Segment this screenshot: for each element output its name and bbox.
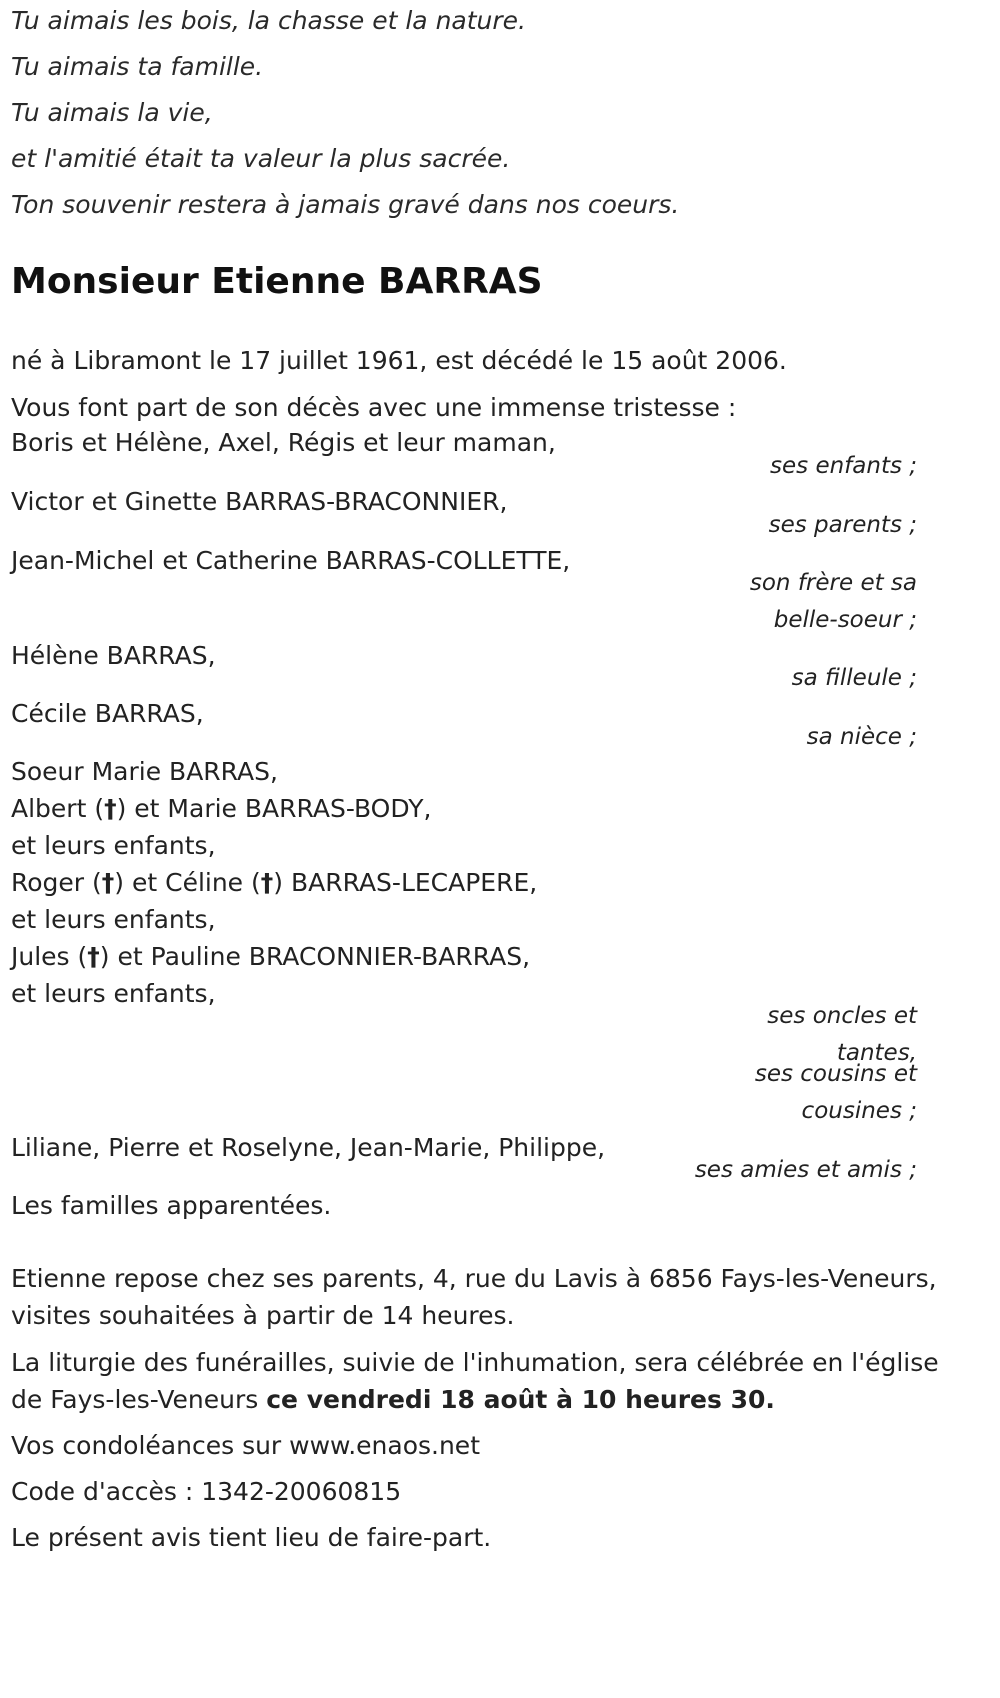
relation-uncles-1: ses oncles et [767, 1003, 917, 1029]
liturgy-line-2: de Fays-les-Veneurs ce vendredi 18 août à 10 heures 30. [11, 1385, 775, 1414]
funeral-date: ce vendredi 18 août à 10 heures 30. [266, 1385, 775, 1414]
family-children: Boris et Hélène, Axel, Régis et leur maman, [11, 428, 556, 457]
cross-icon: † [101, 868, 115, 897]
poem-line-5: Ton souvenir restera à jamais gravé dans nos coeurs. [11, 190, 680, 219]
family-uncle-line-2: Albert (†) et Marie BARRAS-BODY, [11, 794, 432, 823]
family-uncle-line-7: et leurs enfants, [11, 979, 216, 1008]
relation-cousins-1: ses cousins et [754, 1061, 917, 1087]
family-uncle-line-5: et leurs enfants, [11, 905, 216, 934]
poem-line-2: Tu aimais ta famille. [11, 52, 264, 81]
family-friends: Liliane, Pierre et Roselyne, Jean-Marie, Philippe, [11, 1133, 606, 1162]
cross-icon: † [87, 942, 100, 971]
relation-friends: ses amies et amis ; [694, 1157, 917, 1183]
relation-brother-1: son frère et sa [749, 570, 917, 596]
family-uncle-line-4: Roger (†) et Céline (†) BARRAS-LECAPERE, [11, 868, 538, 897]
liturgy-line-1: La liturgie des funérailles, suivie de l'inhumation, sera célébrée en l'église [11, 1348, 939, 1377]
relation-uncles-2: tantes, [836, 1040, 917, 1066]
rest-line-1: Etienne repose chez ses parents, 4, rue du Lavis à 6856 Fays-les-Veneurs, [11, 1264, 937, 1293]
rest-line-2: visites souhaitées à partir de 14 heures. [11, 1301, 515, 1330]
condolences-line: Vos condoléances sur www.enaos.net [11, 1431, 480, 1460]
family-niece: Cécile BARRAS, [11, 699, 204, 728]
birth-death-line: né à Libramont le 17 juillet 1961, est décédé le 15 août 2006. [11, 346, 787, 375]
family-brother: Jean-Michel et Catherine BARRAS-COLLETTE, [11, 546, 571, 575]
poem-line-1: Tu aimais les bois, la chasse et la nature. [11, 6, 526, 35]
family-parents: Victor et Ginette BARRAS-BRACONNIER, [11, 487, 508, 516]
cross-icon: † [104, 794, 117, 823]
relation-brother-2: belle-soeur ; [773, 607, 917, 633]
poem-line-4: et l'amitié était ta valeur la plus sacrée. [11, 144, 511, 173]
family-uncle-line-1: Soeur Marie BARRAS, [11, 757, 278, 786]
page-title: Monsieur Etienne BARRAS [11, 261, 543, 302]
notice-line: Le présent avis tient lieu de faire-part. [11, 1523, 492, 1552]
relation-niece: sa nièce ; [806, 724, 917, 750]
relation-cousins-2: cousines ; [801, 1098, 917, 1124]
relation-children: ses enfants ; [770, 453, 917, 479]
intro-line: Vous font part de son décès avec une immense tristesse : [11, 393, 737, 422]
family-uncle-line-3: et leurs enfants, [11, 831, 216, 860]
cross-icon: † [260, 868, 274, 897]
poem-line-3: Tu aimais la vie, [11, 98, 213, 127]
relation-goddaughter: sa filleule ; [791, 665, 917, 691]
access-code-line: Code d'accès : 1342-20060815 [11, 1477, 402, 1506]
family-related: Les familles apparentées. [11, 1191, 332, 1220]
family-goddaughter: Hélène BARRAS, [11, 641, 216, 670]
relation-parents: ses parents ; [768, 512, 917, 538]
family-uncle-line-6: Jules (†) et Pauline BRACONNIER-BARRAS, [11, 942, 531, 971]
